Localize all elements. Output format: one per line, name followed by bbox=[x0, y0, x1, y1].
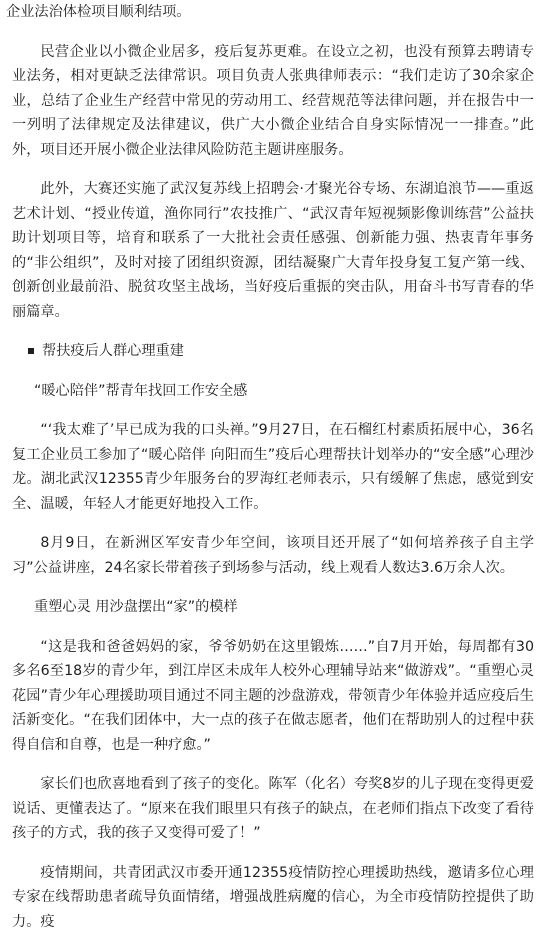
paragraph: 企业法治体检项目顺利结项。 bbox=[0, 0, 544, 25]
square-bullet-icon bbox=[28, 348, 34, 354]
subheading: 重塑心灵 用沙盘摆出“家”的模样 bbox=[0, 595, 544, 620]
paragraph: 家长们也欣喜地看到了孩子的变化。陈军（化名）夸奖8岁的儿子现在变得更爱说话、更懂表达了。“原来在我们眼里只有孩子的缺点，在老师们指点下改变了看待孩子的方式，我的孩子又变得可爱了！” bbox=[0, 772, 544, 846]
section-heading-text: 帮扶疫后人群心理重建 bbox=[42, 343, 184, 359]
paragraph: 民营企业以小微企业居多，疫后复苏更难。在设立之初，也没有预算去聘请专业法务，相对更缺乏法律常识。项目负责人张典律师表示：“我们走访了30余家企业，总结了企业生产经营中常见的劳动用工、经营规范等法律问题，并在报告中一一列明了法律规定及法律建议，供广大小微企业结合自身实际情况一一排查。”此外，项目还开展小微企业法律风险防范主题讲座服务。 bbox=[0, 40, 544, 163]
subheading: “暖心陪伴”帮青年找回工作安全感 bbox=[0, 379, 544, 404]
paragraph: 8月9日，在新洲区军安青少年空间，该项目还开展了“如何培养孩子自主学习”公益讲座，24名家长带着孩子到场参与活动，线上观看人数达3.6万余人次。 bbox=[0, 531, 544, 580]
paragraph: “这是我和爸爸妈妈的家，爷爷奶奶在这里锻炼……”自7月开始，每周都有30多名6至18岁的青少年，到江岸区未成年人校外心理辅导站来“做游戏”。“重塑心灵花园”青少年心理援助项目通过不同主题的沙盘游戏，带领青少年体验并适应疫后生活新变化。“在我们团体中，大一点的孩子在做志愿者，他们在帮助别人的过程中获得自信和自尊，也是一种疗愈。” bbox=[0, 635, 544, 758]
paragraph: 此外，大赛还实施了武汉复苏线上招聘会·才聚光谷专场、东湖追浪节——重返艺术计划、“授业传道，渔你同行”农技推广、“武汉青年短视频影像训练营”公益扶助计划项目等，培育和联系了一大批社会责任感强、创新能力强、热衷青年事务的“非公组织”，及时对接了团组织资源，团结凝聚广大青年投身复工复产第一线、创新创业最前沿、脱贫攻坚主战场，当好疫后重振的突击队，用奋斗书写青春的华丽篇章。 bbox=[0, 177, 544, 324]
section-heading bbox=[0, 339, 544, 364]
paragraph: 疫情期间，共青团武汉市委开通12355疫情防控心理援助热线，邀请多位心理专家在线帮助患者疏导负面情绪，增强战胜病魔的信心，为全市疫情防控提供了助力。疫 bbox=[0, 861, 544, 934]
paragraph: “‘我太难了’早已成为我的口头禅。”9月27日，在石榴红村素质拓展中心，36名复工企业员工参加了“暖心陪伴 向阳而生”疫后心理帮扶计划举办的“安全感”心理沙龙。湖北武汉12355青少年服务台的罗海红老师表示，只有缓解了焦虑，感觉到安全、温暖，年轻人才能更好地投入工作。 bbox=[0, 418, 544, 516]
